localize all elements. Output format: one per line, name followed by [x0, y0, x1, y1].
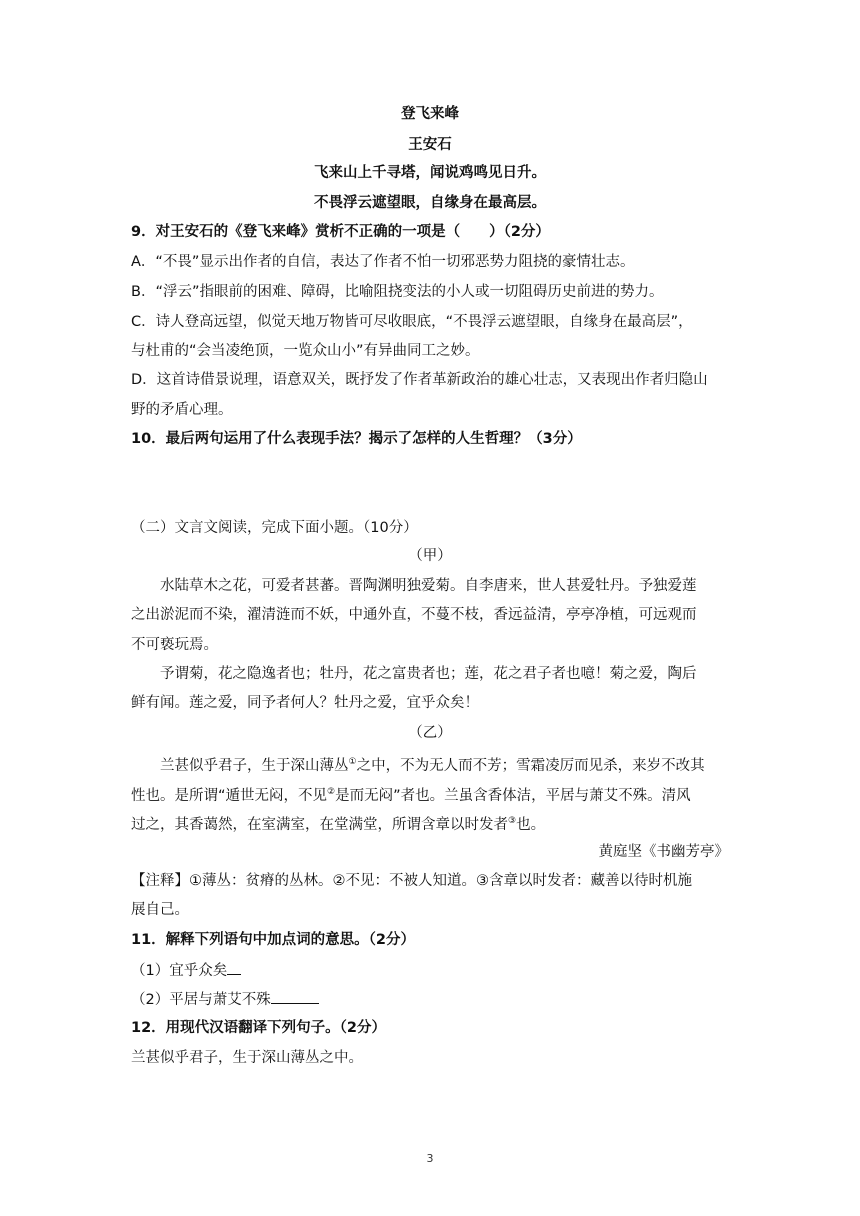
question-9-option-b: B．“浮云”指眼前的困难、障碍，比喻阻挠变法的小人或一切阻碍历史前进的势力。	[131, 284, 664, 300]
footnote-marker-3: ③	[508, 816, 517, 826]
question-12-sentence: 兰甚似乎君子，生于深山薄丛之中。	[131, 1050, 363, 1066]
poem-title: 登飞来峰	[401, 106, 459, 122]
question-9-option-d-line-2: 野的矛盾心理。	[131, 402, 233, 418]
text-yi-line-2: 性也。是所谓“遁世无闷，不见②是而无闷”者也。兰虽含香体洁，平居与萧艾不殊。清风	[131, 787, 691, 804]
poem-line-1: 飞来山上千寻塔，闻说鸡鸣见日升。	[314, 165, 546, 181]
text-yi-line-3: 过之，其香蔼然，在室满室，在堂满堂，所谓含章以时发者③也。	[131, 816, 546, 833]
page-number: 3	[426, 1152, 434, 1165]
annotation-line-1: 【注释】①薄丛：贫瘠的丛林。②不见：不被人知道。③含章以时发者：藏善以待时机施	[131, 873, 692, 889]
section-2-heading: （二）文言文阅读，完成下面小题。（10分）	[131, 520, 418, 536]
question-9-option-d-line-1: D．这首诗借景说理，语意双关，既抒发了作者革新政治的雄心壮志，又表现出作者归隐山	[131, 372, 708, 388]
question-11-item-2: （2）平居与萧艾不殊	[131, 989, 319, 1010]
text-yi-line-1: 兰甚似乎君子，生于深山薄丛①之中，不为无人而不芳；雪霜凌厉而见杀，来岁不改其	[160, 757, 705, 774]
text-jia-label: （甲）	[408, 548, 452, 564]
text-jia-p2-line-1: 予谓菊，花之隐逸者也；牡丹，花之富贵者也；莲，花之君子者也噫！菊之爱，陶后	[160, 666, 697, 682]
text-jia-p1-line-3: 不可亵玩焉。	[131, 637, 218, 653]
text-jia-p1-line-2: 之出淤泥而不染，濯清涟而不妖，中通外直，不蔓不枝，香远益清，亭亭净植，可远观而	[131, 607, 697, 623]
question-9-option-c-line-1: C．诗人登高远望，似觉天地万物皆可尽收眼底，“不畏浮云遮望眼，自缘身在最高层”，	[131, 314, 693, 330]
text-jia-p1-line-1: 水陆草木之花，可爱者甚蕃。晋陶渊明独爱菊。自李唐来，世人甚爱牡丹。予独爱莲	[160, 578, 697, 594]
text-yi-label: （乙）	[408, 725, 452, 741]
footnote-marker-2: ②	[327, 787, 336, 797]
answer-blank-1[interactable]	[227, 960, 241, 975]
question-9-option-a: A．“不畏”显示出作者的自信，表达了作者不怕一切邪恶势力阻挠的豪情壮志。	[131, 254, 635, 270]
question-11-item-1: （1）宜乎众矣	[131, 960, 241, 981]
text-jia-p2-line-2: 鲜有闻。莲之爱，同予者何人？牡丹之爱，宜乎众矣！	[131, 695, 479, 711]
question-9-stem: 9．对王安石的《登飞来峰》赏析不正确的一项是（ ）（2分）	[131, 224, 550, 240]
question-10-stem: 10．最后两句运用了什么表现手法？揭示了怎样的人生哲理？（3分）	[131, 431, 582, 447]
annotation-line-2: 展自己。	[131, 902, 189, 918]
answer-blank-2[interactable]	[271, 989, 319, 1004]
footnote-marker-1: ①	[348, 757, 357, 767]
poem-author: 王安石	[408, 137, 452, 153]
poem-line-2: 不畏浮云遮望眼，自缘身在最高层。	[314, 195, 546, 211]
question-9-option-c-line-2: 与杜甫的“会当凌绝顶，一览众山小”有异曲同工之妙。	[131, 343, 480, 359]
question-11-stem: 11．解释下列语句中加点词的意思。（2分）	[131, 932, 416, 948]
text-yi-source: 黄庭坚《书幽芳亭》	[598, 844, 729, 860]
question-12-stem: 12．用现代汉语翻译下列句子。（2分）	[131, 1020, 387, 1036]
